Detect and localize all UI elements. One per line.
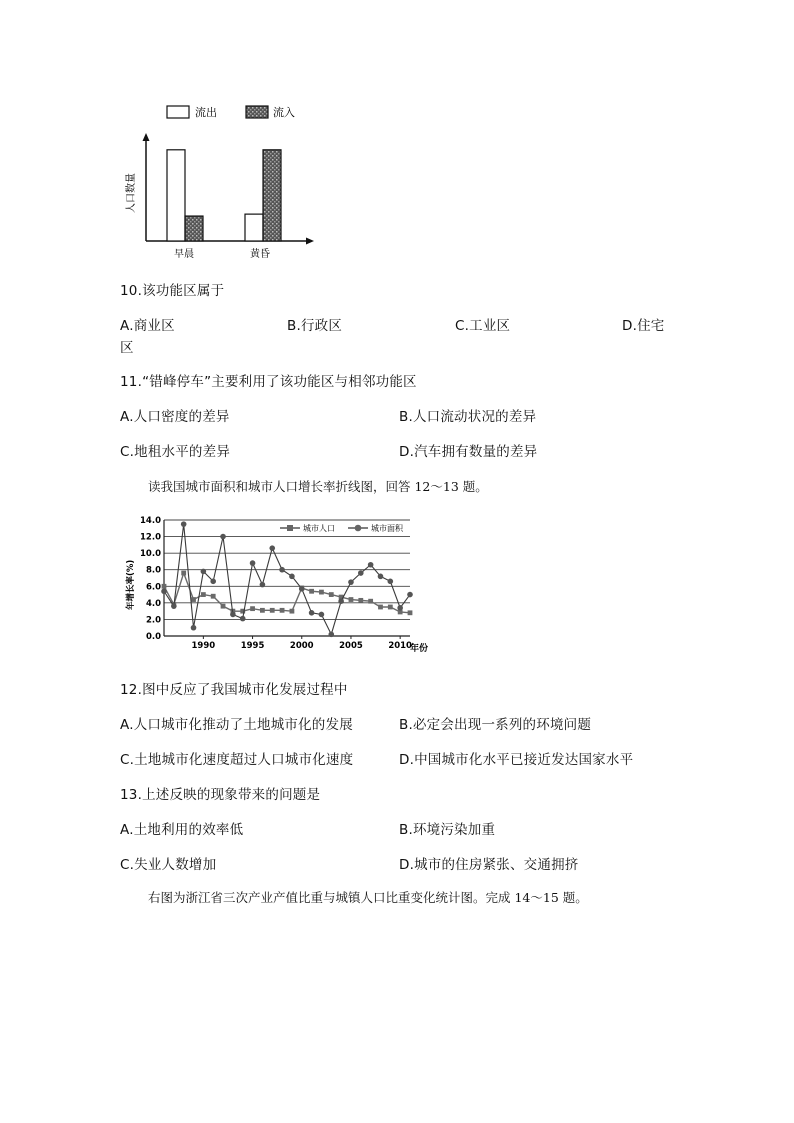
point-area-2005 [348,579,354,585]
point-area-1990 [201,569,207,575]
bars-group [167,150,281,241]
point-area-2001 [309,610,315,616]
point-area-1998 [279,567,285,573]
series-line-area [164,524,410,634]
point-population-2006 [358,598,363,603]
point-population-1997 [270,608,275,613]
legend-inflow-label: 流入 [273,106,295,119]
q12-option-b[interactable]: B.必定会出现一系列的环境问题 [399,717,592,733]
y-tick-1: 12.0 [140,532,161,543]
point-area-2002 [319,612,325,618]
legend-population-label: 城市人口 [303,524,335,533]
x-tick-0: 1990 [191,641,216,651]
q11-option-a[interactable]: A.人口密度的差异 [120,409,230,425]
point-population-1999 [290,609,295,614]
q12-stem: 12.图中反应了我国城市化发展过程中 [120,682,348,698]
bar-inflow-1 [263,150,281,241]
point-population-1998 [280,608,285,613]
y-tick-labels [140,516,161,642]
point-area-1987 [171,603,177,609]
point-population-2011 [408,610,413,615]
x-axis-label: 年份 [410,644,429,654]
point-area-2008 [378,574,384,580]
q13-stem: 13.上述反映的现象带来的问题是 [120,787,321,803]
point-population-2005 [349,597,354,602]
point-population-1996 [260,608,265,613]
q10-option-b[interactable]: B.行政区 [287,318,343,334]
series-line-population [164,573,410,613]
y-tick-3: 8.0 [145,565,161,576]
point-area-1999 [289,574,295,580]
legend-outflow-swatch [167,106,189,118]
q12-option-c[interactable]: C.土地城市化速度超过人口城市化速度 [120,752,354,768]
point-area-1996 [260,582,266,588]
legend-inflow-swatch [246,106,268,118]
q11-option-b[interactable]: B.人口流动状况的差异 [399,409,537,425]
legend-outflow-label: 流出 [195,106,217,119]
point-area-1991 [210,579,216,585]
point-population-1989 [191,597,196,602]
q10-option-a[interactable]: A.商业区 [120,318,175,334]
bar-outflow-0 [167,150,185,241]
category-morning-label: 早晨 [174,249,194,260]
point-area-1992 [220,534,226,540]
point-population-1990 [201,592,206,597]
q10-stem: 10.该功能区属于 [120,283,225,299]
x-tick-2: 2000 [289,641,314,651]
point-population-2002 [319,590,324,595]
q11-stem: 11.“错峰停车”主要利用了该功能区与相邻功能区 [120,374,417,390]
point-population-2009 [388,605,393,610]
y-axis-label: 年增长率(%) [126,559,136,610]
y-axis-arrow [143,133,150,141]
q12-option-d[interactable]: D.中国城市化水平已接近发达国家水平 [399,752,634,768]
y-axis-label: 人口数量 [126,173,137,213]
y-tick-2: 10.0 [140,549,161,560]
intro-14-15: 右图为浙江省三次产业产值比重与城镇人口比重变化统计图。完成 14～15 题。 [148,890,588,905]
q11-option-d[interactable]: D.汽车拥有数量的差异 [399,444,538,460]
point-area-1993 [230,612,236,618]
q13-option-a[interactable]: A.土地利用的效率低 [120,822,244,838]
point-area-2009 [388,579,394,585]
point-area-1995 [250,560,256,566]
point-area-1994 [240,616,246,622]
legend-area-label: 城市面积 [371,524,403,533]
population-flow-bar-chart [120,95,330,265]
point-area-2010 [397,605,403,611]
point-area-2006 [358,570,364,576]
point-population-1991 [211,594,216,599]
point-population-1995 [250,606,255,611]
bar-outflow-1 [245,214,263,241]
point-area-1988 [181,521,187,527]
x-tick-3: 2005 [339,641,363,651]
point-area-2004 [338,598,344,604]
legend [280,523,404,533]
q10-option-c[interactable]: C.工业区 [455,318,511,334]
point-area-1989 [191,625,197,631]
point-population-2007 [368,599,373,604]
x-tick-4: 2010 [388,641,412,651]
point-area-2003 [328,632,334,638]
q12-option-a[interactable]: A.人口城市化推动了土地城市化的发展 [120,717,353,733]
q13-option-b[interactable]: B.环境污染加重 [399,822,496,838]
y-tick-4: 6.0 [145,582,161,593]
point-population-2001 [309,589,314,594]
point-area-1986 [161,588,167,594]
category-evening-label: 黄昏 [250,249,270,260]
intro-12-13: 读我国城市面积和城市人口增长率折线图，回答 12～13 题。 [148,479,488,494]
point-area-2007 [368,562,374,568]
grid [164,520,410,636]
q13-option-c[interactable]: C.失业人数增加 [120,857,217,873]
q10-option-d[interactable]: D.住宅 [622,318,665,334]
point-population-1986 [162,584,167,589]
bar-inflow-0 [185,216,203,241]
x-tick-1: 1995 [240,641,265,651]
point-area-2000 [299,586,305,592]
y-tick-7: 0.0 [145,632,161,642]
point-population-2003 [329,592,334,597]
q11-option-c[interactable]: C.地租水平的差异 [120,444,231,460]
x-axis-arrow [306,238,314,245]
q10-option-d-wrap: 区 [120,340,134,356]
y-tick-5: 4.0 [145,598,161,609]
q13-option-d[interactable]: D.城市的住房紧张、交通拥挤 [399,857,579,873]
y-tick-0: 14.0 [140,516,161,526]
point-population-1992 [221,604,226,609]
point-area-1997 [269,545,275,551]
point-area-2011 [407,592,413,598]
urban-growth-line-chart [120,508,440,658]
point-population-2008 [378,605,383,610]
x-tick-labels [192,636,413,651]
point-population-1988 [181,571,186,576]
y-tick-6: 2.0 [145,615,161,626]
